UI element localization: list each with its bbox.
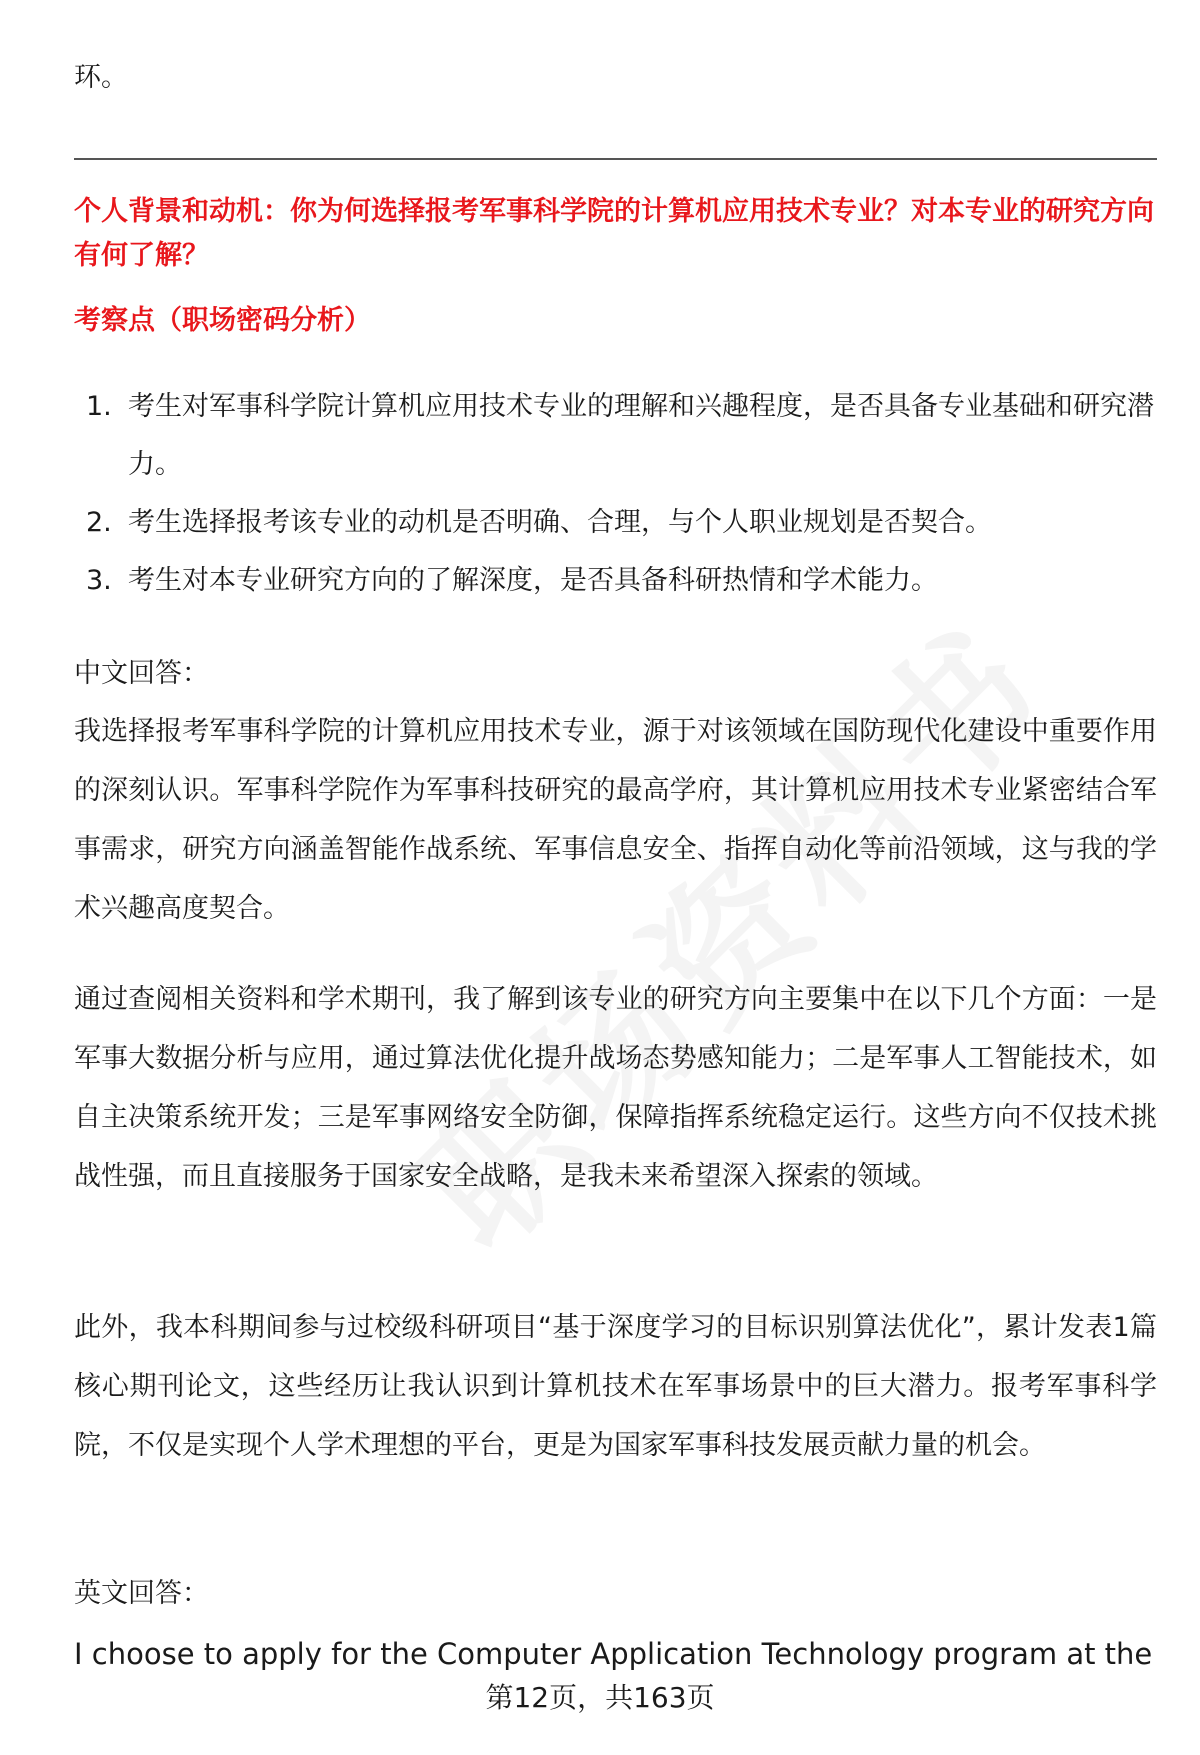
english-paragraph: I choose to apply for the Computer Application Technology program at the (74, 1637, 1153, 1671)
chinese-paragraph: 我选择报考军事科学院的计算机应用技术专业，源于对该领域在国防现代化建设中重要作用的深刻认识。军事科学院作为军事科技研究的最高学府，其计算机应用技术专业紧密结合军事需求，研究方向涵盖智能作战系统、军事信息安全、指挥自动化等前沿领域，这与我的学术兴趣高度契合。 (74, 716, 1157, 924)
list-item-text: 考生选择报考该专业的动机是否明确、合理，与个人职业规划是否契合。 (128, 507, 992, 538)
assessment-title: 考察点（职场密码分析） (74, 305, 371, 336)
list-item (74, 378, 1157, 494)
chinese-paragraph: 此外，我本科期间参与过校级科研项目“基于深度学习的目标识别算法优化”，累计发表1篇核心期刊论文，这些经历让我认识到计算机技术在军事场景中的巨大潜力。报考军事科学院，不仅是实现个人学术理想的平台，更是为国家军事科技发展贡献力量的机会。 (74, 1312, 1157, 1461)
question-heading: 个人背景和动机：你为何选择报考军事科学院的计算机应用技术专业？对本专业的研究方向有何了解？ (74, 196, 1154, 271)
list-item-text: 考生对本专业研究方向的了解深度，是否具备科研热情和学术能力。 (128, 565, 938, 596)
chinese-answer-label: 中文回答： (74, 658, 209, 689)
list-item-text: 考生对军事科学院计算机应用技术专业的理解和兴趣程度，是否具备专业基础和研究潜力。 (128, 391, 1154, 480)
assessment-points-list (74, 378, 1157, 610)
list-item (74, 494, 1157, 552)
list-number: 3. (86, 565, 112, 596)
page-number-footer: 第12页，共163页 (485, 1681, 715, 1714)
document-page (74, 0, 1157, 1755)
chinese-paragraph: 通过查阅相关资料和学术期刊，我了解到该专业的研究方向主要集中在以下几个方面：一是军事大数据分析与应用，通过算法优化提升战场态势感知能力；二是军事人工智能技术，如自主决策系统开发；三是军事网络安全防御，保障指挥系统稳定运行。这些方向不仅技术挑战性强，而且直接服务于国家安全战略，是我未来希望深入探索的领域。 (74, 984, 1157, 1192)
list-number: 1. (86, 391, 112, 422)
previous-page-continuation: 环。 (74, 62, 128, 93)
english-answer-label: 英文回答： (74, 1578, 209, 1609)
list-item (74, 552, 1157, 610)
list-number: 2. (86, 507, 112, 538)
section-divider (74, 158, 1157, 160)
